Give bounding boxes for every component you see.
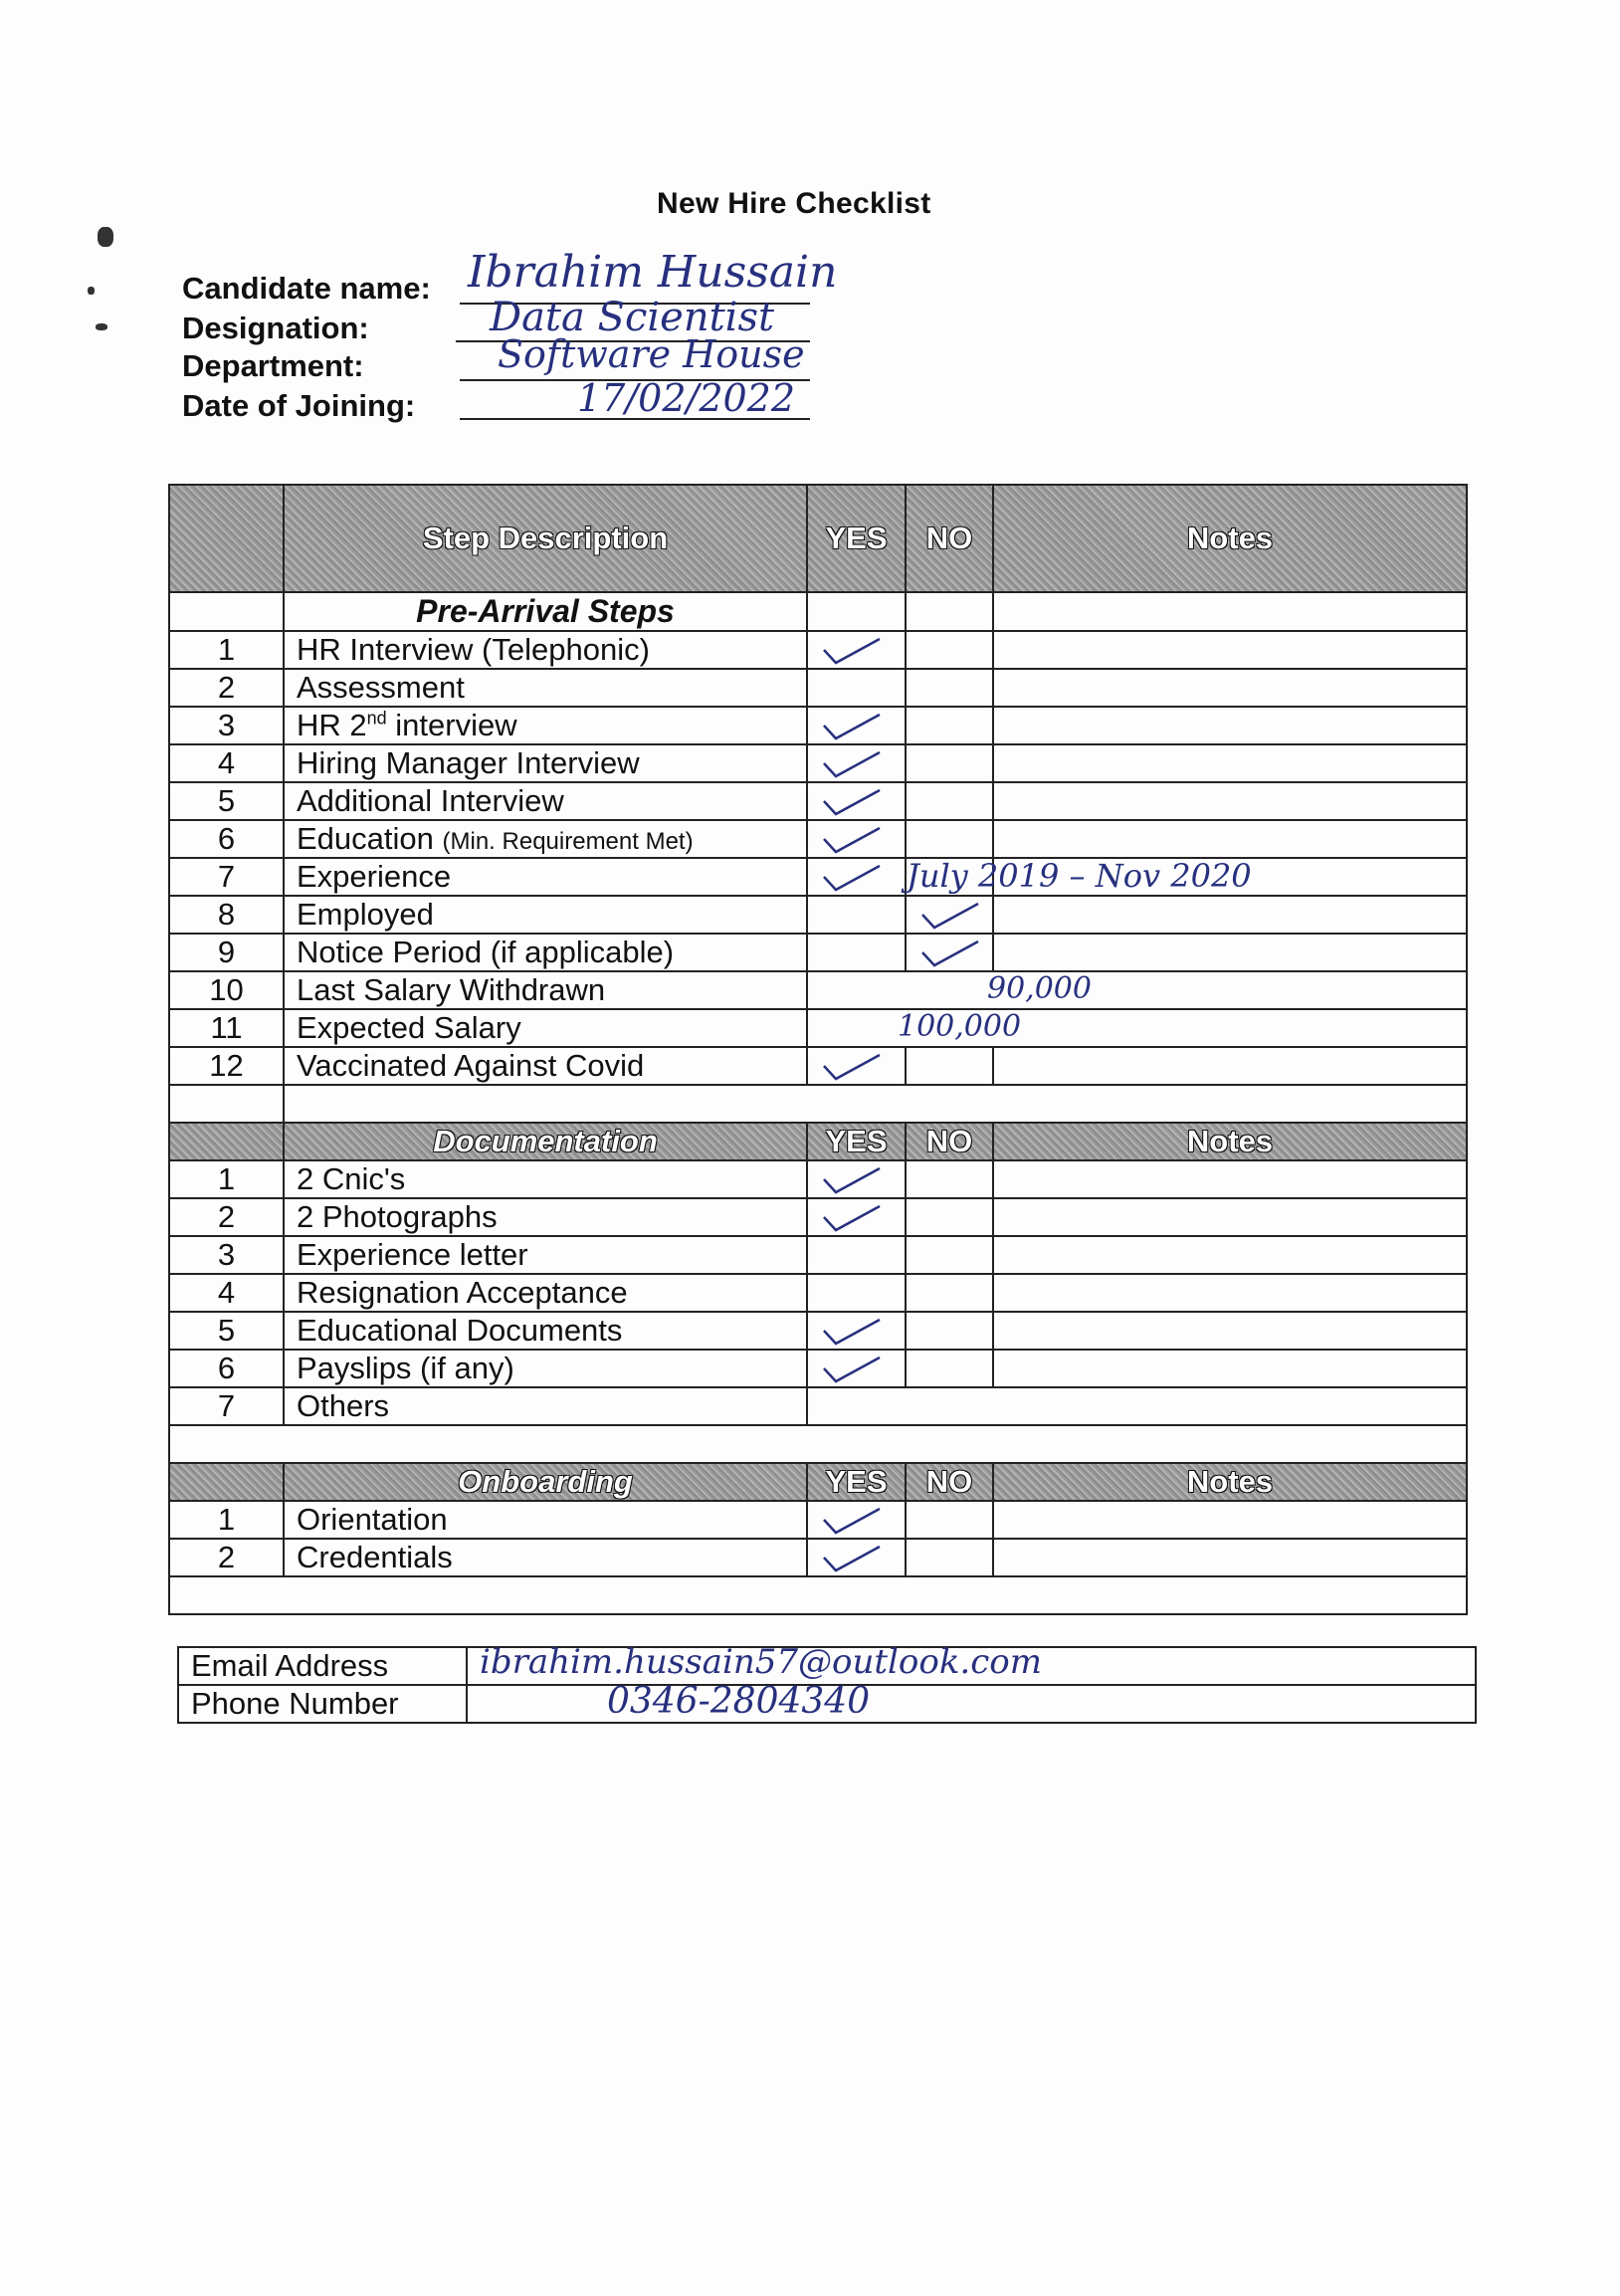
no-cell[interactable]	[906, 631, 993, 669]
step-description: Employed	[284, 896, 807, 934]
no-cell[interactable]	[906, 1312, 993, 1350]
notes-cell[interactable]	[993, 1198, 1467, 1236]
yes-cell[interactable]	[807, 934, 906, 971]
notes-cell[interactable]	[907, 857, 1467, 896]
no-cell[interactable]	[906, 1350, 993, 1387]
expected-salary-notes-cell[interactable]	[807, 1009, 1467, 1047]
notes-cell[interactable]	[993, 1501, 1467, 1539]
yes-cell[interactable]	[807, 1198, 906, 1236]
email-cell[interactable]	[467, 1642, 1476, 1685]
yes-cell[interactable]	[807, 896, 906, 934]
no-cell[interactable]	[906, 1160, 993, 1198]
pre-arrival-title-row	[169, 592, 1467, 631]
yes-cell[interactable]	[807, 1274, 906, 1312]
check-mark-icon	[820, 636, 884, 666]
notes-cell[interactable]	[993, 1312, 1467, 1350]
table-row: 6 Education (Min. Requirement Met)	[169, 820, 1467, 858]
phone-value: 0346-2804340	[607, 1681, 871, 1722]
no-cell[interactable]	[906, 1236, 993, 1274]
table-row: 12 Vaccinated Against Covid	[169, 1047, 1467, 1085]
step-description: Notice Period (if applicable)	[284, 934, 807, 971]
check-mark-icon	[820, 863, 884, 893]
spacer-row	[169, 1425, 1467, 1463]
notes-cell[interactable]	[993, 631, 1467, 669]
no-cell[interactable]	[906, 820, 993, 858]
notes-cell[interactable]	[993, 1539, 1467, 1576]
notes-cell[interactable]	[993, 707, 1467, 744]
step-description: Additional Interview	[284, 782, 807, 820]
email-value: ibrahim.hussain57@outlook.com	[480, 1642, 1042, 1682]
last-salary-value: 90,000	[987, 971, 1092, 1006]
check-mark-icon	[820, 1203, 884, 1233]
check-mark-icon	[820, 787, 884, 817]
table-row: 7 Experience July 2019 – Nov 2020	[169, 858, 1467, 896]
notes-cell[interactable]	[993, 1274, 1467, 1312]
yes-cell[interactable]	[807, 707, 906, 744]
date-of-joining-value: 17/02/2022	[577, 376, 796, 420]
check-mark-icon	[820, 1506, 884, 1536]
yes-cell[interactable]	[807, 1160, 906, 1198]
step-description: 2 Photographs	[284, 1198, 807, 1236]
no-cell[interactable]	[906, 1274, 993, 1312]
step-description: Payslips (if any)	[284, 1350, 807, 1387]
step-description: Expected Salary	[284, 1009, 807, 1047]
designation-value: Data Scientist	[490, 295, 775, 340]
email-label: Email Address	[178, 1647, 467, 1685]
yes-cell[interactable]	[807, 1501, 906, 1539]
step-description: HR 2nd interview	[284, 707, 807, 744]
check-mark-icon	[820, 1355, 884, 1384]
yes-cell[interactable]	[807, 669, 906, 707]
check-mark-icon	[918, 901, 982, 931]
step-description: Experience	[284, 858, 807, 896]
table-row: 9 Notice Period (if applicable)	[169, 934, 1467, 971]
pre-arrival-table	[168, 484, 1468, 1615]
step-description: Vaccinated Against Covid	[284, 1047, 807, 1085]
table-row: 4 Resignation Acceptance	[169, 1274, 1467, 1312]
step-description: Assessment	[284, 669, 807, 707]
candidate-name-value: Ibrahim Hussain	[468, 247, 838, 298]
documentation-header-row: Documentation YES NO Notes	[169, 1123, 1467, 1160]
notes-cell[interactable]	[993, 1350, 1467, 1387]
spacer-row	[169, 1085, 1467, 1123]
no-cell[interactable]	[906, 1501, 993, 1539]
department-value: Software House	[498, 332, 805, 376]
table-row: 5 Educational Documents	[169, 1312, 1467, 1350]
step-description: Credentials	[284, 1539, 807, 1576]
header-yes: YES	[807, 485, 906, 592]
department-label: Department:	[182, 348, 364, 383]
table-header-row	[169, 485, 1467, 592]
check-mark-icon	[820, 1544, 884, 1573]
table-row: 3 Experience letter	[169, 1236, 1467, 1274]
pre-arrival-title: Pre-Arrival Steps	[284, 592, 807, 631]
table-row: 5 Additional Interview	[169, 782, 1467, 820]
no-cell[interactable]	[906, 782, 993, 820]
table-row: 6 Payslips (if any)	[169, 1350, 1467, 1387]
no-cell[interactable]	[906, 669, 993, 707]
yes-cell[interactable]	[807, 782, 906, 820]
table-row: 1 Orientation	[169, 1501, 1467, 1539]
table-row: 2 Assessment	[169, 669, 1467, 707]
step-description: Experience letter	[284, 1236, 807, 1274]
notes-cell[interactable]	[993, 782, 1467, 820]
check-mark-icon	[918, 939, 982, 968]
email-row	[178, 1647, 1476, 1685]
designation-label: Designation:	[182, 311, 369, 345]
header-no: NO	[906, 485, 993, 592]
check-mark-icon	[820, 1165, 884, 1195]
step-description: Hiring Manager Interview	[284, 744, 807, 782]
check-mark-icon	[820, 825, 884, 855]
onboarding-title: Onboarding	[284, 1463, 807, 1501]
notes-cell[interactable]	[993, 1047, 1467, 1085]
no-cell[interactable]	[906, 744, 993, 782]
header-step-description: Step Description	[284, 485, 807, 592]
yes-cell[interactable]	[807, 1539, 906, 1576]
experience-note: July 2019 – Nov 2020	[907, 857, 1252, 895]
others-notes-cell[interactable]	[807, 1387, 1467, 1425]
spacer-row	[169, 1576, 1467, 1614]
documentation-title: Documentation	[284, 1123, 807, 1160]
contact-table	[177, 1642, 1477, 1724]
table-row: 10 Last Salary Withdrawn 90,000	[169, 971, 1467, 1009]
date-of-joining-label: Date of Joining:	[182, 388, 416, 423]
candidate-name-label: Candidate name:	[182, 271, 431, 306]
table-row: 3 HR 2nd interview	[169, 707, 1467, 744]
yes-cell[interactable]	[807, 820, 906, 858]
no-cell[interactable]	[906, 707, 993, 744]
table-row: 7 Others	[169, 1387, 1467, 1425]
phone-label: Phone Number	[178, 1685, 467, 1723]
page-title: New Hire Checklist	[657, 187, 931, 220]
notes-cell[interactable]	[993, 744, 1467, 782]
table-row: 11 Expected Salary 100,000	[169, 1009, 1467, 1047]
no-cell[interactable]	[906, 1539, 993, 1576]
yes-cell[interactable]	[807, 858, 906, 896]
notes-cell[interactable]	[993, 820, 1467, 858]
table-row: 2 2 Photographs	[169, 1198, 1467, 1236]
step-description: 2 Cnic's	[284, 1160, 807, 1198]
notes-cell[interactable]	[993, 896, 1467, 934]
step-description: HR Interview (Telephonic)	[284, 631, 807, 669]
step-description: Resignation Acceptance	[284, 1274, 807, 1312]
yes-cell[interactable]	[807, 1047, 906, 1085]
phone-row	[178, 1685, 1476, 1723]
table-row: 1 HR Interview (Telephonic)	[169, 631, 1467, 669]
table-row: 1 2 Cnic's	[169, 1160, 1467, 1198]
no-cell[interactable]	[906, 1047, 993, 1085]
check-mark-icon	[820, 749, 884, 779]
phone-cell[interactable]	[467, 1681, 1476, 1723]
yes-cell[interactable]	[807, 1236, 906, 1274]
salary-notes-cell[interactable]	[807, 971, 1467, 1009]
expected-salary-value: 100,000	[898, 1009, 1022, 1044]
step-description: Others	[284, 1387, 807, 1425]
step-description: Education (Min. Requirement Met)	[284, 820, 807, 858]
header-num-cell	[169, 485, 284, 592]
yes-cell[interactable]	[807, 631, 906, 669]
notes-cell[interactable]	[993, 1236, 1467, 1274]
onboarding-header-row: Onboarding YES NO Notes	[169, 1463, 1467, 1501]
check-mark-icon	[820, 1052, 884, 1082]
yes-cell[interactable]	[807, 1350, 906, 1387]
table-row: 8 Employed	[169, 896, 1467, 934]
yes-cell[interactable]	[807, 744, 906, 782]
no-cell[interactable]	[906, 896, 993, 934]
notes-cell[interactable]	[993, 669, 1467, 707]
check-mark-icon	[820, 712, 884, 741]
table-row: 4 Hiring Manager Interview	[169, 744, 1467, 782]
step-description: Last Salary Withdrawn	[284, 971, 807, 1009]
header-notes: Notes	[993, 485, 1467, 592]
step-description: Educational Documents	[284, 1312, 807, 1350]
check-mark-icon	[820, 1317, 884, 1347]
yes-cell[interactable]	[807, 1312, 906, 1350]
no-cell[interactable]	[906, 1198, 993, 1236]
no-cell[interactable]	[906, 934, 993, 971]
notes-cell[interactable]	[993, 1160, 1467, 1198]
step-description: Orientation	[284, 1501, 807, 1539]
notes-cell[interactable]	[993, 934, 1467, 971]
table-row: 2 Credentials	[169, 1539, 1467, 1576]
